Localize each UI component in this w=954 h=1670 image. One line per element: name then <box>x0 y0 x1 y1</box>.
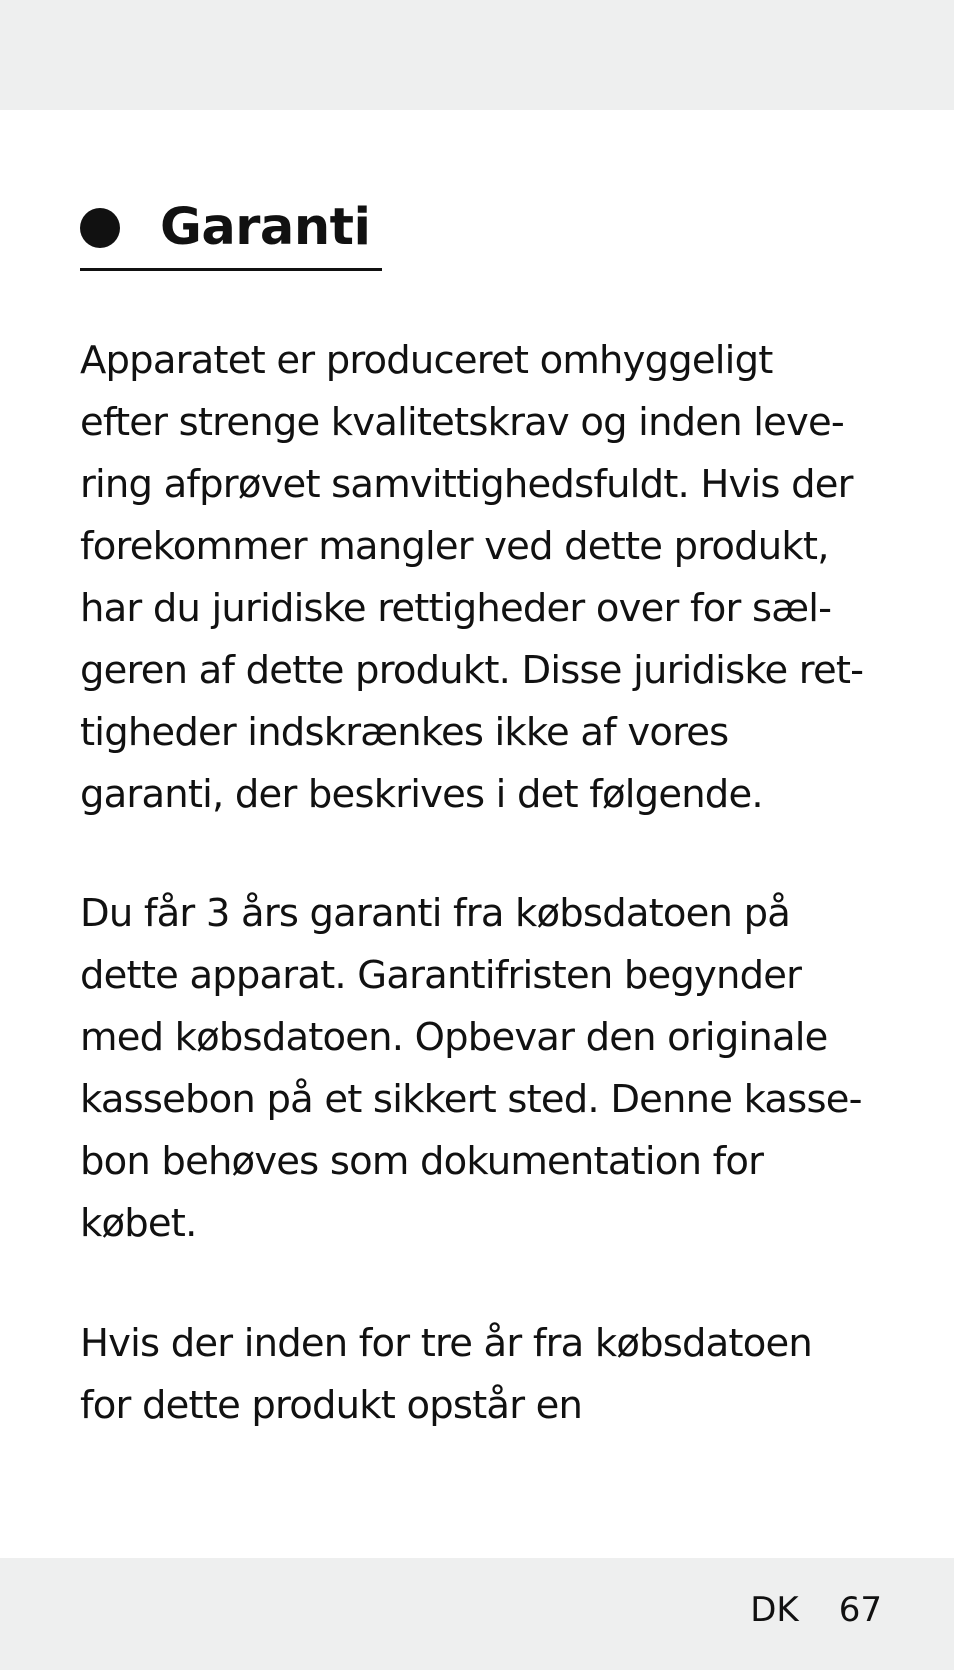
bullet-icon <box>80 208 120 248</box>
text-line: Du får 3 års garanti fra købsdatoen på <box>80 891 791 936</box>
text-line: forekommer mangler ved dette produkt, <box>80 524 829 569</box>
section-heading <box>80 198 382 271</box>
text-line: med købsdatoen. Opbevar den originale <box>80 1015 828 1060</box>
paragraph-warranty-defects <box>80 1313 880 1437</box>
page-footer <box>750 1590 882 1630</box>
text-line: garanti, der beskrives i det følgende. <box>80 772 763 817</box>
top-margin-band <box>0 0 954 110</box>
text-line: tigheder indskrænkes ikke af vores <box>80 710 729 755</box>
page-number: 67 <box>838 1590 882 1630</box>
text-line: bon behøves som dokumentation for <box>80 1139 764 1184</box>
text-line: Hvis der inden for tre år fra købsdatoen <box>80 1321 812 1366</box>
text-line: ring afprøvet samvittighedsfuldt. Hvis der <box>80 462 853 507</box>
text-line: Apparatet er produceret omhyggeligt <box>80 338 773 383</box>
text-line: har du juridiske rettigheder over for sæl- <box>80 586 832 631</box>
paragraph-warranty-period <box>80 883 880 1255</box>
text-line: for dette produkt opstår en <box>80 1383 583 1428</box>
section-title: Garanti <box>160 198 371 257</box>
text-line: dette apparat. Garantifristen begynder <box>80 953 802 998</box>
text-line: geren af dette produkt. Disse juridiske ret- <box>80 648 864 693</box>
paragraph-warranty-intro <box>80 330 880 826</box>
text-line: kassebon på et sikkert sted. Denne kasse- <box>80 1077 862 1122</box>
text-line: købet. <box>80 1201 197 1246</box>
language-code: DK <box>750 1590 799 1630</box>
text-line: efter strenge kvalitetskrav og inden leve- <box>80 400 844 445</box>
